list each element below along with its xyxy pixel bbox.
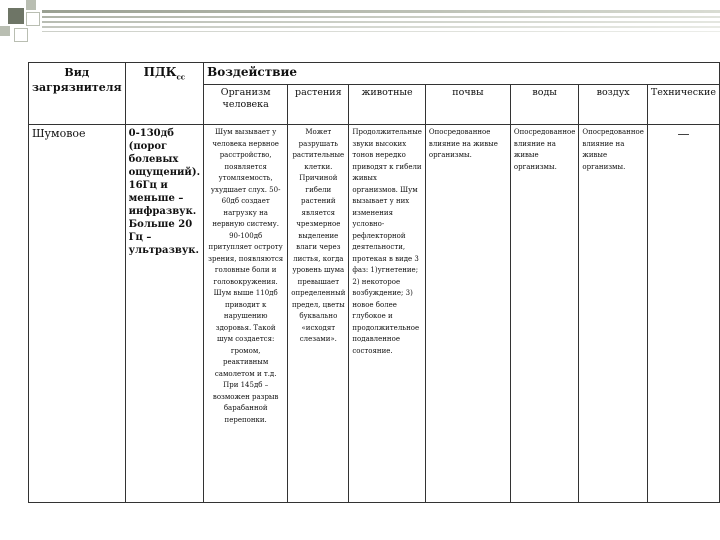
header-water: воды bbox=[510, 85, 579, 125]
header-pdk bbox=[125, 63, 203, 125]
header-pdk-sub: сс bbox=[176, 72, 186, 82]
cell-plants: Может разрушать растительные клетки. Причиной гибели растений является чрезмерное выделение влаги через листья, когда уровень шума превышает определенный предел, цветы буквально «исходят слезами». bbox=[288, 125, 349, 503]
pollutant-table bbox=[28, 62, 720, 503]
table-row bbox=[29, 125, 720, 503]
header-air: воздух bbox=[579, 85, 648, 125]
banner-square bbox=[26, 0, 36, 10]
header-soil: почвы bbox=[425, 85, 510, 125]
header-tech: Технические bbox=[647, 85, 719, 125]
header-animals: животные bbox=[349, 85, 426, 125]
banner-square bbox=[14, 28, 28, 42]
banner-stripes bbox=[0, 0, 720, 42]
header-human: Организм человека bbox=[204, 85, 288, 125]
slide-banner bbox=[0, 0, 720, 42]
cell-water: Опосредованное влияние на живые организмы. bbox=[510, 125, 579, 503]
cell-air: Опосредованное влияние на живые организмы. bbox=[579, 125, 648, 503]
header-pdk-label: ПДК bbox=[143, 65, 177, 79]
cell-human: Шум вызывает у человека нервное расстройство, появляется утомляемость, ухудшает слух. 50-60дб создает нагрузку на нервную систему. 90-100дб притупляет остроту зрения, появляются головные боли и головокружения. Шум выше 110дб приводит к нарушению здоровья. Такой шум создается: громом, реактивным самолетом и т.д. При 145дб – возможен разрыв барабанной перепонки. bbox=[204, 125, 288, 503]
header-effect: Воздействие bbox=[204, 63, 720, 85]
header-plants: растения bbox=[288, 85, 349, 125]
banner-square bbox=[8, 8, 24, 24]
cell-type: Шумовое bbox=[29, 125, 126, 503]
cell-tech: — bbox=[647, 125, 719, 503]
header-type: Вид загрязнителя bbox=[29, 63, 126, 125]
banner-square bbox=[0, 26, 10, 36]
cell-animals: Продолжительные звуки высоких тонов нередко приводят к гибели живых организмов. Шум вызывает у них изменения условно-рефлекторной деятельности, протекая в виде 3 фаз: 1)угнетение; 2) некоторое возбуждение; 3) новое более глубокое и продолжительное подавленное состояние. bbox=[349, 125, 426, 503]
banner-square bbox=[26, 12, 40, 26]
cell-pdk: 0-130дб (порог болевых ощущений). 16Гц и меньше – инфразвук. Больше 20 Гц – ультразвук. bbox=[125, 125, 203, 503]
cell-soil: Опосредованное влияние на живые организмы. bbox=[425, 125, 510, 503]
